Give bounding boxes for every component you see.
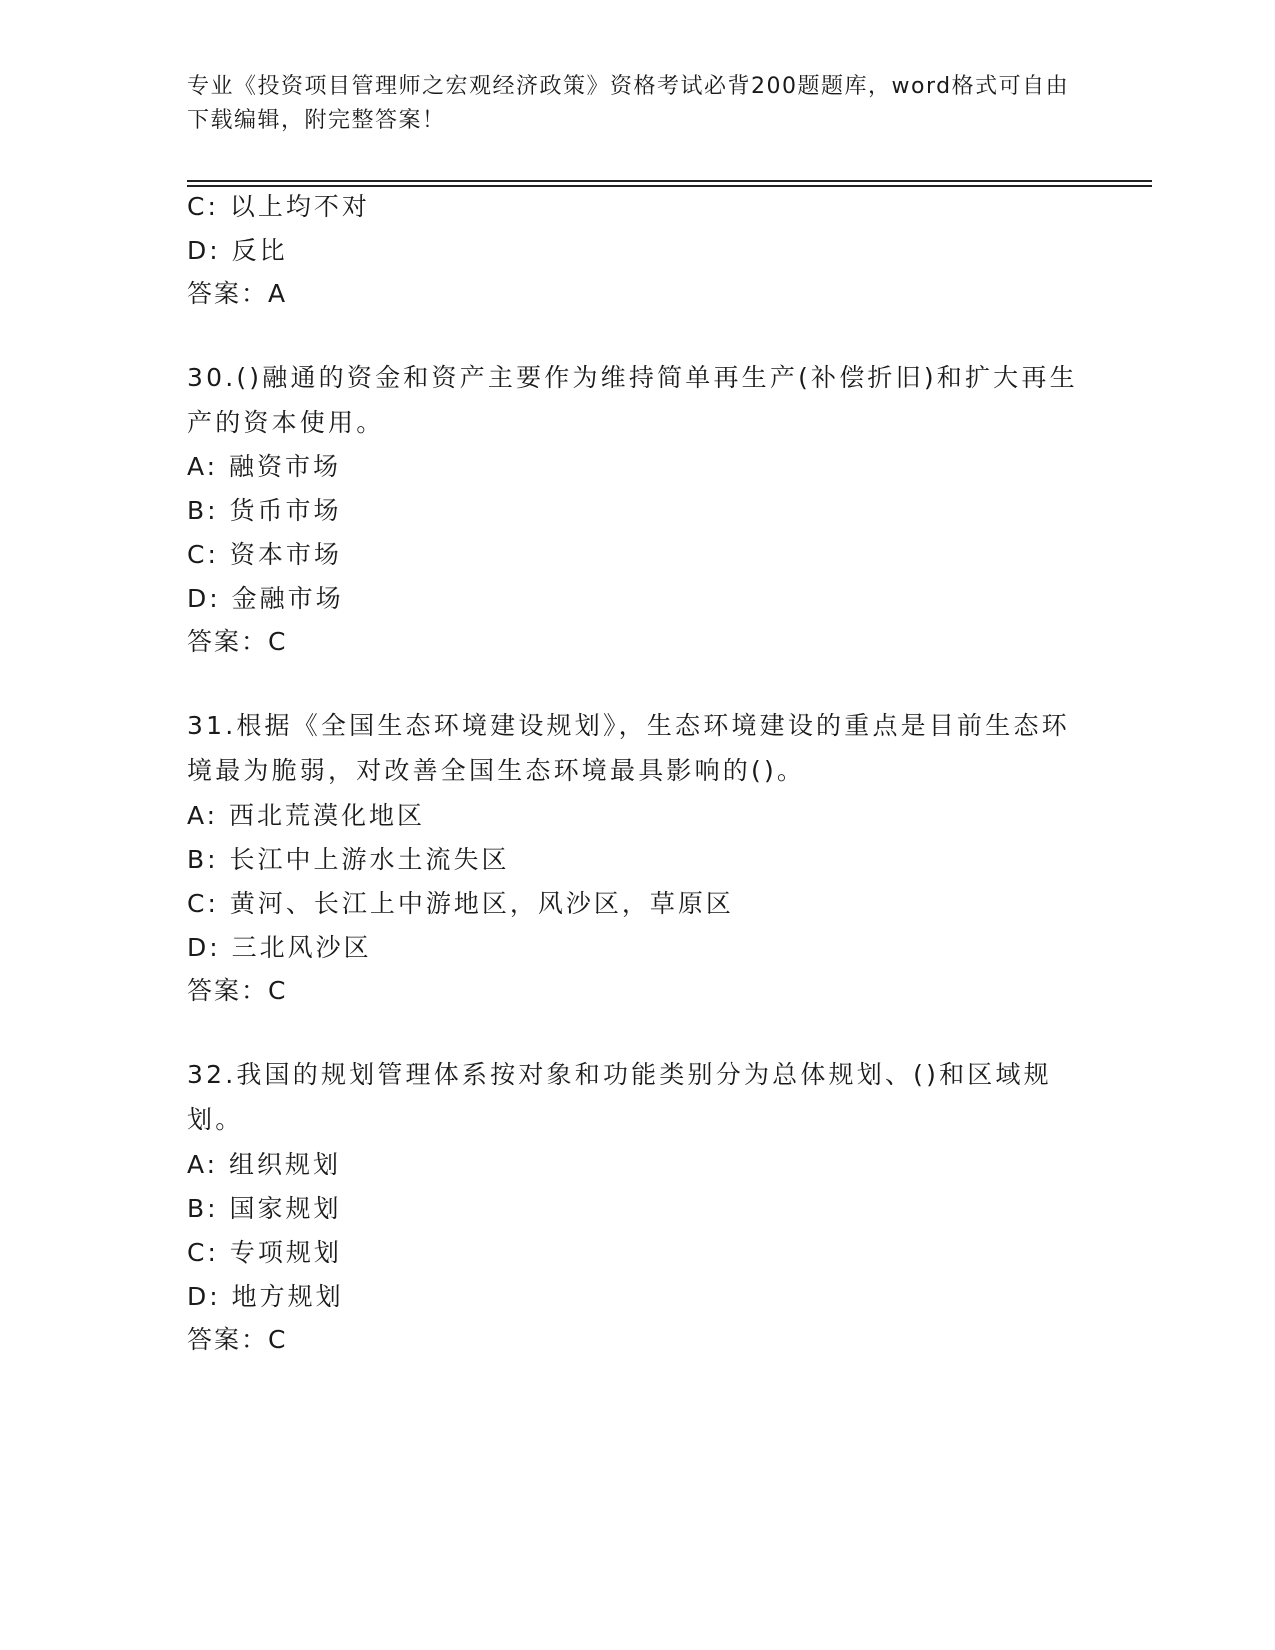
header-divider-top	[187, 180, 1152, 182]
option-d: D: 三北风沙区	[187, 933, 372, 962]
header-divider-bottom	[187, 185, 1152, 187]
question-text-30: 30.()融通的资金和资产主要作为维持简单再生产(补偿折旧)和扩大再生产的资本使用。	[187, 363, 1078, 437]
question-text-32: 32.我国的规划管理体系按对象和功能类别分为总体规划、()和区域规划。	[187, 1060, 1052, 1134]
option-c: C: 以上均不对	[187, 192, 370, 221]
option-c: C: 黄河、长江上中游地区，风沙区，草原区	[187, 889, 734, 918]
option-c: C: 专项规划	[187, 1238, 342, 1267]
answer-line: 答案：C	[187, 627, 288, 656]
option-d: D: 地方规划	[187, 1282, 344, 1311]
option-c: C: 资本市场	[187, 540, 342, 569]
question-text-31: 31.根据《全国生态环境建设规划》，生态环境建设的重点是目前生态环境最为脆弱，对改善全国生态环境最具影响的()。	[187, 711, 1070, 785]
option-b: B: 国家规划	[187, 1194, 342, 1223]
option-a: A: 组织规划	[187, 1150, 342, 1179]
option-d: D: 金融市场	[187, 584, 344, 613]
option-a: A: 西北荒漠化地区	[187, 801, 426, 830]
option-a: A: 融资市场	[187, 452, 342, 481]
option-b: B: 长江中上游水土流失区	[187, 845, 510, 874]
document-header: 专业《投资项目管理师之宏观经济政策》资格考试必背200题题库，word格式可自由下载编辑，附完整答案！	[187, 74, 1070, 133]
option-b: B: 货币市场	[187, 496, 342, 525]
answer-line: 答案：A	[187, 279, 288, 308]
option-d: D: 反比	[187, 236, 288, 265]
answer-line: 答案：C	[187, 1325, 288, 1354]
answer-line: 答案：C	[187, 976, 288, 1005]
